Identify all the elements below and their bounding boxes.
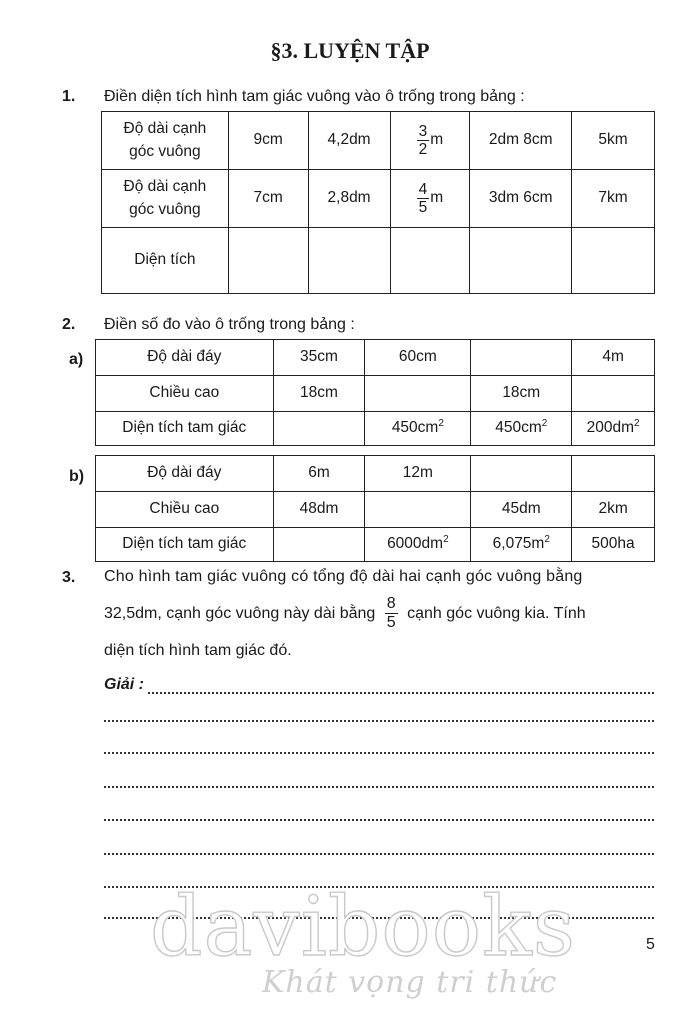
- exponent: 2: [541, 418, 548, 430]
- q3-line3: diện tích hình tam giác đó.: [104, 642, 292, 659]
- q1-cell-fraction: [390, 112, 470, 170]
- fraction: [417, 124, 430, 158]
- q2a-row: [96, 340, 655, 376]
- fraction-numerator: 8: [386, 595, 396, 613]
- answer-line[interactable]: [104, 819, 654, 821]
- q2b-answer-cell[interactable]: [572, 456, 655, 492]
- q2b-row: [96, 456, 655, 492]
- exponent: 2: [438, 418, 444, 430]
- q1-cell: 2,8dm: [308, 170, 390, 228]
- q1-cell: 2dm 8cm: [470, 112, 572, 170]
- q2a-row: [96, 376, 655, 412]
- q2a-cell: [471, 412, 572, 446]
- q2b-cell: 2km: [572, 492, 655, 528]
- q2a-cell: 4m: [572, 340, 655, 376]
- q2b-cell: [471, 528, 572, 562]
- watermark-logo: davibooks: [150, 880, 576, 975]
- q1-answer-cell[interactable]: [390, 228, 470, 294]
- q2b-table: [95, 455, 655, 562]
- q1-text: Điền diện tích hình tam giác vuông vào ô trống trong bảng :: [104, 88, 525, 105]
- q2a-cell: 18cm: [471, 376, 572, 412]
- answer-line[interactable]: [104, 720, 654, 722]
- q2a-answer-cell[interactable]: [273, 412, 365, 446]
- q2a-label: a): [69, 351, 84, 368]
- watermark-slogan: Khát vọng tri thức: [262, 965, 558, 1000]
- value: 200dm: [586, 419, 635, 437]
- q1-cell-fraction: [390, 170, 470, 228]
- q2a-row: [96, 412, 655, 446]
- q2b-cell: [365, 528, 471, 562]
- q3-number: 3.: [62, 569, 76, 586]
- q2a-row-label: Chiều cao: [96, 376, 274, 412]
- exponent: 2: [544, 534, 550, 546]
- q1-cell: 7km: [572, 170, 655, 228]
- q1-row1-label-line1: Độ dài cạnh: [123, 120, 207, 138]
- q2a-answer-cell[interactable]: [365, 376, 471, 412]
- q1-row2-label: [102, 170, 229, 228]
- q3-line2-before: 32,5dm, cạnh góc vuông này dài bằng: [104, 605, 376, 622]
- q1-row2-label-line2: góc vuông: [129, 200, 201, 218]
- q2-text: Điền số đo vào ô trống trong bảng :: [104, 316, 355, 333]
- q2a-row-label: Diện tích tam giác: [96, 412, 274, 446]
- exponent: 2: [634, 418, 640, 430]
- answer-line[interactable]: [104, 853, 654, 855]
- q1-cell: 7cm: [228, 170, 308, 228]
- q2a-cell: [572, 412, 655, 446]
- value: 450cm: [495, 419, 542, 437]
- q1-row-leg1: [102, 112, 655, 170]
- answer-line[interactable]: [104, 752, 654, 754]
- fraction-denominator: 5: [418, 199, 428, 216]
- q2b-cell: 48dm: [273, 492, 365, 528]
- q2b-cell: 6m: [273, 456, 365, 492]
- q2b-answer-cell[interactable]: [365, 492, 471, 528]
- q1-row1-label-line2: góc vuông: [129, 142, 201, 160]
- q1-number: 1.: [62, 88, 76, 105]
- q2a-cell: 60cm: [365, 340, 471, 376]
- q2a-cell: [365, 412, 471, 446]
- q1-answer-cell[interactable]: [470, 228, 572, 294]
- q1-row3-label: Diện tích: [102, 228, 229, 294]
- q2b-cell: 45dm: [471, 492, 572, 528]
- q2b-row-label: Chiều cao: [96, 492, 274, 528]
- q2b-row: [96, 492, 655, 528]
- unit: m: [430, 131, 444, 149]
- q2b-row-label: Diện tích tam giác: [96, 528, 274, 562]
- q1-row2-label-line1: Độ dài cạnh: [123, 178, 207, 196]
- q1-row1-label: [102, 112, 229, 170]
- q1-cell: 3dm 6cm: [470, 170, 572, 228]
- q2a-cell: 18cm: [273, 376, 365, 412]
- q2b-answer-cell[interactable]: [471, 456, 572, 492]
- q2a-table: [95, 339, 655, 446]
- q1-row-leg2: [102, 170, 655, 228]
- q3-line1: Cho hình tam giác vuông có tổng độ dài hai cạnh góc vuông bằng: [104, 568, 583, 585]
- q2b-answer-cell[interactable]: [273, 528, 365, 562]
- q1-table: [101, 111, 655, 294]
- q1-answer-cell[interactable]: [228, 228, 308, 294]
- q1-cell: 9cm: [228, 112, 308, 170]
- q1-cell: 5km: [572, 112, 655, 170]
- q2b-label: b): [69, 468, 85, 485]
- fraction-denominator: 5: [386, 614, 396, 632]
- q2a-row-label: Độ dài đáy: [96, 340, 274, 376]
- value: 6000dm: [387, 535, 444, 553]
- q1-answer-cell[interactable]: [572, 228, 655, 294]
- answer-line[interactable]: [104, 786, 654, 788]
- q2a-answer-cell[interactable]: [572, 376, 655, 412]
- value: 6,075m: [492, 535, 545, 553]
- fraction-denominator: 2: [418, 141, 428, 158]
- answer-line[interactable]: [104, 692, 654, 694]
- exponent: 2: [443, 534, 449, 546]
- q3-line2: [104, 595, 660, 632]
- fraction-numerator: 4: [418, 180, 428, 198]
- fraction: [385, 596, 398, 631]
- value: 450cm: [391, 419, 439, 437]
- q2a-answer-cell[interactable]: [471, 340, 572, 376]
- unit: m: [430, 189, 444, 207]
- q2-number: 2.: [62, 316, 76, 333]
- page-number: 5: [646, 936, 655, 953]
- page-title: §3. LUYỆN TẬP: [270, 38, 430, 63]
- q2b-cell: 500ha: [572, 528, 655, 562]
- q1-cell: 4,2dm: [308, 112, 390, 170]
- q2b-cell: 12m: [365, 456, 471, 492]
- q2b-row: [96, 528, 655, 562]
- q2a-cell: 35cm: [273, 340, 365, 376]
- q3-line2-after: cạnh góc vuông kia. Tính: [407, 605, 586, 622]
- q2b-row-label: Độ dài đáy: [96, 456, 274, 492]
- q3-paragraph: [104, 558, 660, 669]
- q1-answer-cell[interactable]: [308, 228, 390, 294]
- solution-label: Giải :: [104, 676, 147, 694]
- fraction-numerator: 3: [418, 122, 428, 140]
- q1-row-area: [102, 228, 655, 294]
- fraction: [417, 182, 430, 216]
